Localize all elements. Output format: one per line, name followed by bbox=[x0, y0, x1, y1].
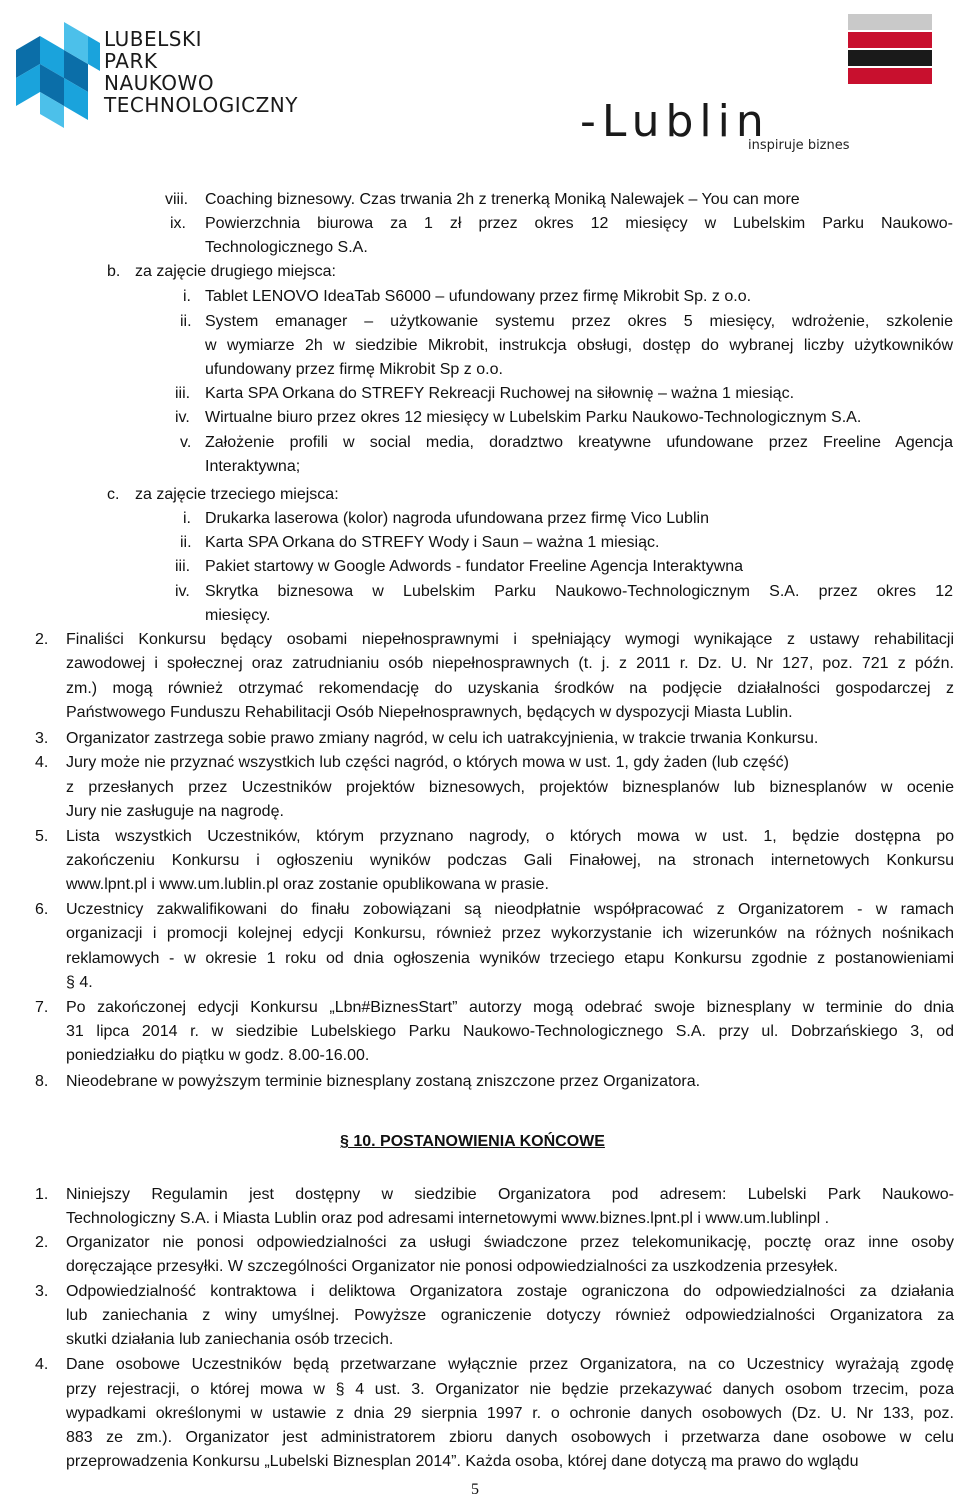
list-marker: ii. bbox=[180, 534, 192, 551]
list-marker: i. bbox=[183, 288, 191, 305]
list-item-text: Karta SPA Orkana do STREFY Wody i Saun – ważna 1 miesiąc. bbox=[205, 534, 660, 551]
paragraph-line: Jury może nie przyznać wszystkich lub części nagród, o których mowa w ust. 1, gdy żaden (lub część) bbox=[66, 754, 789, 771]
list-marker: i. bbox=[183, 510, 191, 527]
list-item-text: w wymiarze 2h w siedzibie Mikrobit, instrukcja obsługi, dostęp do wybranej liczby użytkowników bbox=[205, 337, 953, 354]
paragraph-line: Dane osobowe Uczestników będą przetwarzane wyłącznie przez Organizatora, na co Uczestnicy wyrażają zgodę bbox=[66, 1356, 954, 1373]
list-marker: c. bbox=[107, 486, 120, 503]
paragraph-line: zakończeniu Konkursu i ogłoszeniu wyników podczas Gali Finałowej, na stronach internetowych Konkursu bbox=[66, 852, 954, 869]
lublin-tagline: inspiruje biznes bbox=[748, 138, 850, 153]
paragraph-line: 883 ze zm.). Organizator jest administratorem zbioru danych osobowych i przetwarza dane osobowe w celu bbox=[66, 1429, 954, 1446]
list-item-text: Tablet LENOVO IdeaTab S6000 – ufundowany przez firmę Mikrobit Sp. z o.o. bbox=[205, 288, 752, 305]
point-number: 3. bbox=[35, 730, 49, 747]
lublin-flag-graphic bbox=[848, 10, 932, 94]
paragraph-line: Lista wszystkich Uczestników, którym przyznano nagrody, o których mowa w ust. 1, będzie dostępna po bbox=[66, 828, 954, 845]
paragraph-line: zm.) mogą również otrzymać rekomendację do uzyskania środków na podjęcie działalności gospodarczej z bbox=[66, 680, 954, 697]
paragraph-line: reklamowych - w okresie 1 roku od dnia ogłoszenia wyników trzeciego etapu Konkursu zgodnie z postanowieniami bbox=[66, 950, 954, 967]
list-item-text: Skrytka biznesowa w Lubelskim Parku Naukowo-Technologicznym S.A. przez okres 12 bbox=[205, 583, 953, 600]
paragraph-line: zawodowej i społecznej oraz zatrudnianiu osób niepełnosprawnych (t. j. z 2011 r. Dz. U. Nr 127, poz. 721 z późn. bbox=[66, 655, 954, 672]
point-number: 3. bbox=[35, 1283, 49, 1300]
list-item-text: Coaching biznesowy. Czas trwania 2h z trenerką Moniką Nalewajek – You can more bbox=[205, 191, 800, 208]
paragraph-line: Organizator zastrzega sobie prawo zmiany nagród, w celu ich uatrakcyjnienia, w trakcie trwania Konkursu. bbox=[66, 730, 819, 747]
list-item-text: Karta SPA Orkana do STREFY Rekreacji Ruchowej na siłownię – ważna 1 miesiąc. bbox=[205, 385, 795, 402]
sublist-title: za zajęcie trzeciego miejsca: bbox=[135, 486, 339, 503]
lpnt-logo-line: NAUKOWO bbox=[104, 71, 215, 95]
paragraph-line: Finaliści Konkursu będący osobami niepełnosprawnymi i spełniający wymogi wynikające z ustawy rehabilitacji bbox=[66, 631, 954, 648]
point-number: 6. bbox=[35, 901, 49, 918]
point-number: 5. bbox=[35, 828, 49, 845]
paragraph-line: Uczestnicy zakwalifikowani do finału zobowiązani są nieodpłatnie współpracować z Organizatorem - w ramach bbox=[66, 901, 954, 918]
point-number: 2. bbox=[35, 631, 49, 648]
lpnt-logo-line: TECHNOLOGICZNY bbox=[104, 93, 298, 117]
section-heading: § 10. POSTANOWIENIA KOŃCOWE bbox=[340, 1133, 605, 1150]
list-item-text: Drukarka laserowa (kolor) nagroda ufundowana przez firmę Vico Lublin bbox=[205, 510, 709, 527]
list-item-text: Założenie profili w social media, doradztwo kreatywne ufundowane przez Freeline Agencja bbox=[205, 434, 953, 451]
lublin-logo bbox=[580, 10, 960, 160]
point-number: 4. bbox=[35, 754, 49, 771]
list-marker: ix. bbox=[170, 215, 186, 232]
paragraph-line: Niniejszy Regulamin jest dostępny w siedzibie Organizatora pod adresem: Lubelski Park Naukowo- bbox=[66, 1186, 954, 1203]
paragraph-line: Technologiczny S.A. i Miasta Lublin oraz pod adresami internetowymi www.biznes.lpnt.pl i www.um.lublinpl . bbox=[66, 1210, 830, 1227]
point-number: 2. bbox=[35, 1234, 49, 1251]
paragraph-line: z przesłanych przez Uczestników projektów biznesowych, projektów biznesplanów lub biznesplanów w ocenie bbox=[66, 779, 954, 796]
paragraph-line: doręczające przesyłki. W szczególności Organizator nie ponosi odpowiedzialności za uszkodzenia przesyłek. bbox=[66, 1258, 838, 1275]
list-item-text: Wirtualne biuro przez okres 12 miesięcy w Lubelskim Parku Naukowo-Technologicznym S.A. bbox=[205, 409, 862, 426]
paragraph-line: skutki działania lub zaniechania osób trzecich. bbox=[66, 1331, 394, 1348]
point-number: 4. bbox=[35, 1356, 49, 1373]
paragraph-line: lub zaniechania z winy umyślnej. Powyższe ograniczenie dotyczy również odpowiedzialności Organizatora za bbox=[66, 1307, 954, 1324]
paragraph-line: 31 lipca 2014 r. w siedzibie Lubelskiego Parku Naukowo-Technologicznego S.A. przy ul. Dobrzańskiego 3, od bbox=[66, 1023, 954, 1040]
paragraph-line: przy rejestracji, o której mowa w § 4 ust. 3. Organizator nie będzie przekazywać danych osobom trzecim, poza bbox=[66, 1381, 954, 1398]
paragraph-line: Organizator nie ponosi odpowiedzialności za usługi świadczone przez telekomunikację, pocztę oraz inne osoby bbox=[66, 1234, 954, 1251]
list-marker: v. bbox=[180, 434, 192, 451]
point-number: 8. bbox=[35, 1073, 49, 1090]
paragraph-line: § 4. bbox=[66, 974, 93, 991]
list-item-text: Interaktywna; bbox=[205, 458, 301, 475]
list-marker: ii. bbox=[180, 313, 192, 330]
page-number: 5 bbox=[471, 1481, 479, 1498]
paragraph-line: Nieodebrane w powyższym terminie biznesplany zostaną zniszczone przez Organizatora. bbox=[66, 1073, 701, 1090]
svg-text:-Lublin: -Lublin bbox=[580, 96, 770, 144]
paragraph-line: przeprowadzenia Konkursu „Lubelski Biznesplan 2014”. Każda osoba, której dane dotyczą ma prawo do wglądu bbox=[66, 1453, 859, 1470]
lpnt-logo-line: LUBELSKI bbox=[104, 27, 202, 51]
list-marker: b. bbox=[107, 263, 121, 280]
list-item-text: Technologicznego S.A. bbox=[205, 239, 368, 256]
list-item-text: System emanager – użytkowanie systemu przez okres 5 miesięcy, wdrożenie, szkolenie bbox=[205, 313, 953, 330]
list-marker: iv. bbox=[175, 583, 190, 600]
lpnt-logo bbox=[8, 4, 308, 144]
paragraph-line: Odpowiedzialność kontraktowa i deliktowa Organizatora zostaje ograniczona do odpowiedzialności za działania bbox=[66, 1283, 954, 1300]
lublin-wordmark bbox=[580, 96, 842, 144]
point-number: 7. bbox=[35, 999, 49, 1016]
list-item-text: miesięcy. bbox=[205, 607, 271, 624]
paragraph-line: Jury nie zasługuje na nagrodę. bbox=[66, 803, 284, 820]
lpnt-logo-line: PARK bbox=[104, 49, 158, 73]
point-number: 1. bbox=[35, 1186, 49, 1203]
paragraph-line: www.lpnt.pl i www.um.lublin.pl oraz zostanie opublikowana w prasie. bbox=[66, 876, 549, 893]
paragraph-line: Państwowego Funduszu Rehabilitacji Osób Niepełnosprawnych, będących w dyspozycji Miasta Lublin. bbox=[66, 704, 793, 721]
sublist-title: za zajęcie drugiego miejsca: bbox=[135, 263, 336, 280]
list-marker: iii. bbox=[175, 385, 191, 402]
list-marker: iv. bbox=[175, 409, 190, 426]
list-item-text: Pakiet startowy w Google Adwords - fundator Freeline Agencja Interaktywna bbox=[205, 558, 744, 575]
paragraph-line: poniedziałku do piątku w godz. 8.00-16.00. bbox=[66, 1047, 370, 1064]
paragraph-line: Po zakończonej edycji Konkursu „Lbn#BiznesStart” autorzy mogą odebrać swoje biznesplany w terminie do dnia bbox=[66, 999, 954, 1016]
lpnt-cubes-graphic bbox=[8, 10, 104, 130]
paragraph-line: organizacji i promocji kolejnej edycji Konkursu, również przez wykorzystanie ich wizerunków na różnych nośnikach bbox=[66, 925, 954, 942]
list-marker: iii. bbox=[175, 558, 191, 575]
list-marker: viii. bbox=[165, 191, 189, 208]
list-item-text: ufundowany przez firmę Mikrobit Sp z o.o. bbox=[205, 361, 503, 378]
paragraph-line: wypadkami określonymi w ustawie z dnia 29 sierpnia 1997 r. o ochronie danych osobowych (Dz. U. Nr 133, poz. bbox=[66, 1405, 954, 1422]
list-item-text: Powierzchnia biurowa za 1 zł przez okres 12 miesięcy w Lubelskim Parku Naukowo- bbox=[205, 215, 953, 232]
